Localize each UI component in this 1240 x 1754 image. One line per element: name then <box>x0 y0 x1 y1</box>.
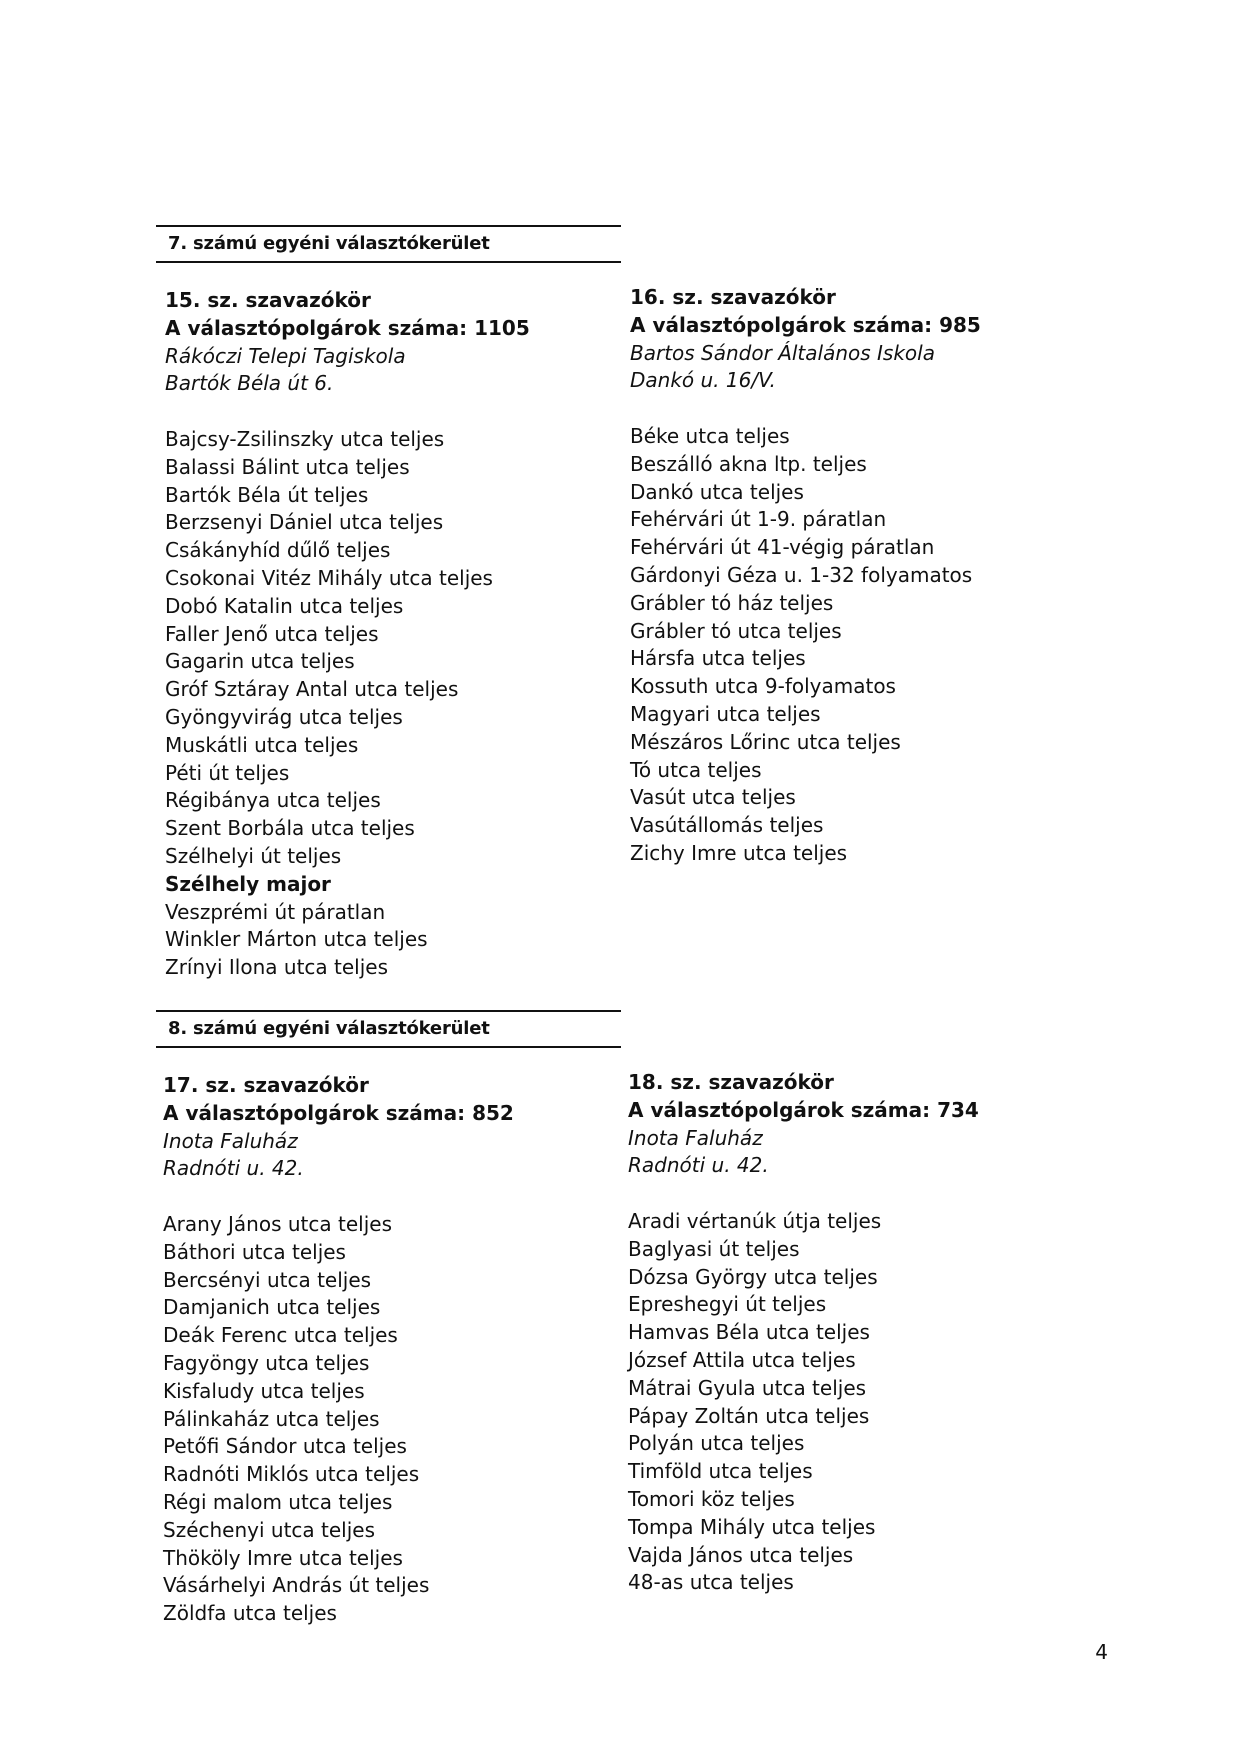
street-item: Gyöngyvirág utca teljes <box>165 704 403 729</box>
street-item: Dobó Katalin utca teljes <box>165 593 404 618</box>
precinct-17-location-address: Radnóti u. 42. <box>163 1156 304 1181</box>
street-item: Csákányhíd dűlő teljes <box>165 538 391 563</box>
street-item: Arany János utca teljes <box>163 1211 392 1236</box>
street-item: Aradi vértanúk útja teljes <box>628 1208 882 1233</box>
street-item: Bercsényi utca teljes <box>163 1267 372 1292</box>
precinct-18-voters: A választópolgárok száma: 734 <box>628 1097 979 1122</box>
precinct-17 <box>163 1072 603 1628</box>
precinct-16-voters: A választópolgárok száma: 985 <box>630 312 981 337</box>
street-item: Baglyasi út teljes <box>628 1236 800 1261</box>
street-item: Báthori utca teljes <box>163 1239 346 1264</box>
district-8-header <box>156 1010 621 1048</box>
street-item: Magyari utca teljes <box>630 701 821 726</box>
precinct-15-voters: A választópolgárok száma: 1105 <box>165 315 530 340</box>
street-item: Petőfi Sándor utca teljes <box>163 1434 407 1459</box>
street-item: Péti út teljes <box>165 760 290 785</box>
street-item: Polyán utca teljes <box>628 1431 805 1456</box>
street-item: Gárdonyi Géza u. 1-32 folyamatos <box>630 562 973 587</box>
precinct-16-location-address: Dankó u. 16/V. <box>630 368 776 393</box>
precinct-17-voters: A választópolgárok száma: 852 <box>163 1100 514 1125</box>
street-item: Gróf Sztáray Antal utca teljes <box>165 677 459 702</box>
street-item: Pápay Zoltán utca teljes <box>628 1403 870 1428</box>
street-item: Béke utca teljes <box>630 423 790 448</box>
street-item: Faller Jenő utca teljes <box>165 621 379 646</box>
street-item: Szélhelyi út teljes <box>165 843 342 868</box>
street-item: Mátrai Gyula utca teljes <box>628 1375 867 1400</box>
street-item: Epreshegyi út teljes <box>628 1292 827 1317</box>
district-7-header <box>156 225 621 263</box>
street-item: Vásárhelyi András út teljes <box>163 1573 430 1598</box>
street-item: Széchenyi utca teljes <box>163 1517 376 1542</box>
precinct-17-location-name: Inota Faluház <box>163 1128 298 1153</box>
street-item: Pálinkaház utca teljes <box>163 1406 380 1431</box>
district-7-bottom-rule <box>156 261 621 263</box>
precinct-17-heading: 17. sz. szavazókör <box>163 1073 369 1097</box>
district-8-title: 8. számú egyéni választókerület <box>168 1018 490 1039</box>
street-item: Vasútállomás teljes <box>630 813 824 838</box>
street-item: Kossuth utca 9-folyamatos <box>630 674 896 699</box>
street-item: Fagyöngy utca teljes <box>163 1350 370 1375</box>
street-item: Grábler tó utca teljes <box>630 618 842 643</box>
page-number: 4 <box>1095 1640 1108 1664</box>
street-item: Balassi Bálint utca teljes <box>165 454 410 479</box>
street-item: Dankó utca teljes <box>630 479 804 504</box>
street-item: Radnóti Miklós utca teljes <box>163 1462 420 1487</box>
precinct-16 <box>630 284 1070 868</box>
precinct-16-location-name: Bartos Sándor Általános Iskola <box>630 340 935 365</box>
street-item: Kisfaludy utca teljes <box>163 1378 365 1403</box>
precinct-18-location-name: Inota Faluház <box>628 1125 763 1150</box>
street-item: József Attila utca teljes <box>628 1347 856 1372</box>
street-item: Muskátli utca teljes <box>165 732 359 757</box>
street-item: Thököly Imre utca teljes <box>163 1545 403 1570</box>
precinct-16-heading: 16. sz. szavazókör <box>630 285 836 309</box>
street-item: Hamvas Béla utca teljes <box>628 1320 870 1345</box>
street-item: Bartók Béla út teljes <box>165 482 369 507</box>
street-item: Vajda János utca teljes <box>628 1542 854 1567</box>
precinct-18-location-address: Radnóti u. 42. <box>628 1153 769 1178</box>
street-item: Grábler tó ház teljes <box>630 590 834 615</box>
street-item: Zöldfa utca teljes <box>163 1601 337 1626</box>
street-item: Bajcsy-Zsilinszky utca teljes <box>165 426 445 451</box>
precinct-15-location-address: Bartók Béla út 6. <box>165 371 334 396</box>
precinct-15-heading: 15. sz. szavazókör <box>165 288 371 312</box>
street-item: Timföld utca teljes <box>628 1459 813 1484</box>
street-item: Berzsenyi Dániel utca teljes <box>165 510 444 535</box>
precinct-15 <box>165 287 605 982</box>
street-item: Tó utca teljes <box>630 757 762 782</box>
street-item: Fehérvári út 41-végig páratlan <box>630 535 935 560</box>
street-item: Veszprémi út páratlan <box>165 899 386 924</box>
precinct-18 <box>628 1069 1068 1597</box>
street-item: Régi malom utca teljes <box>163 1489 393 1514</box>
street-item: Dózsa György utca teljes <box>628 1264 878 1289</box>
street-item: Mészáros Lőrinc utca teljes <box>630 729 901 754</box>
street-item: Szélhely major <box>165 871 331 896</box>
street-item: Damjanich utca teljes <box>163 1295 381 1320</box>
street-item: Deák Ferenc utca teljes <box>163 1323 398 1348</box>
street-item: Zrínyi Ilona utca teljes <box>165 955 388 980</box>
street-item: Beszálló akna ltp. teljes <box>630 451 867 476</box>
street-item: Szent Borbála utca teljes <box>165 816 415 841</box>
street-item: Zichy Imre utca teljes <box>630 840 848 865</box>
street-item: Vasút utca teljes <box>630 785 796 810</box>
district-7-title: 7. számú egyéni választókerület <box>168 233 490 254</box>
district-8-bottom-rule <box>156 1046 621 1048</box>
street-item: Csokonai Vitéz Mihály utca teljes <box>165 565 493 590</box>
street-item: Tompa Mihály utca teljes <box>628 1514 876 1539</box>
street-item: Régibánya utca teljes <box>165 788 381 813</box>
street-item: Winkler Márton utca teljes <box>165 927 428 952</box>
street-item: Hársfa utca teljes <box>630 646 806 671</box>
street-item: Fehérvári út 1-9. páratlan <box>630 507 887 532</box>
street-item: Gagarin utca teljes <box>165 649 355 674</box>
precinct-15-location-name: Rákóczi Telepi Tagiskola <box>165 343 406 368</box>
street-item: 48-as utca teljes <box>628 1570 794 1595</box>
street-item: Tomori köz teljes <box>628 1486 795 1511</box>
precinct-18-heading: 18. sz. szavazókör <box>628 1070 834 1094</box>
